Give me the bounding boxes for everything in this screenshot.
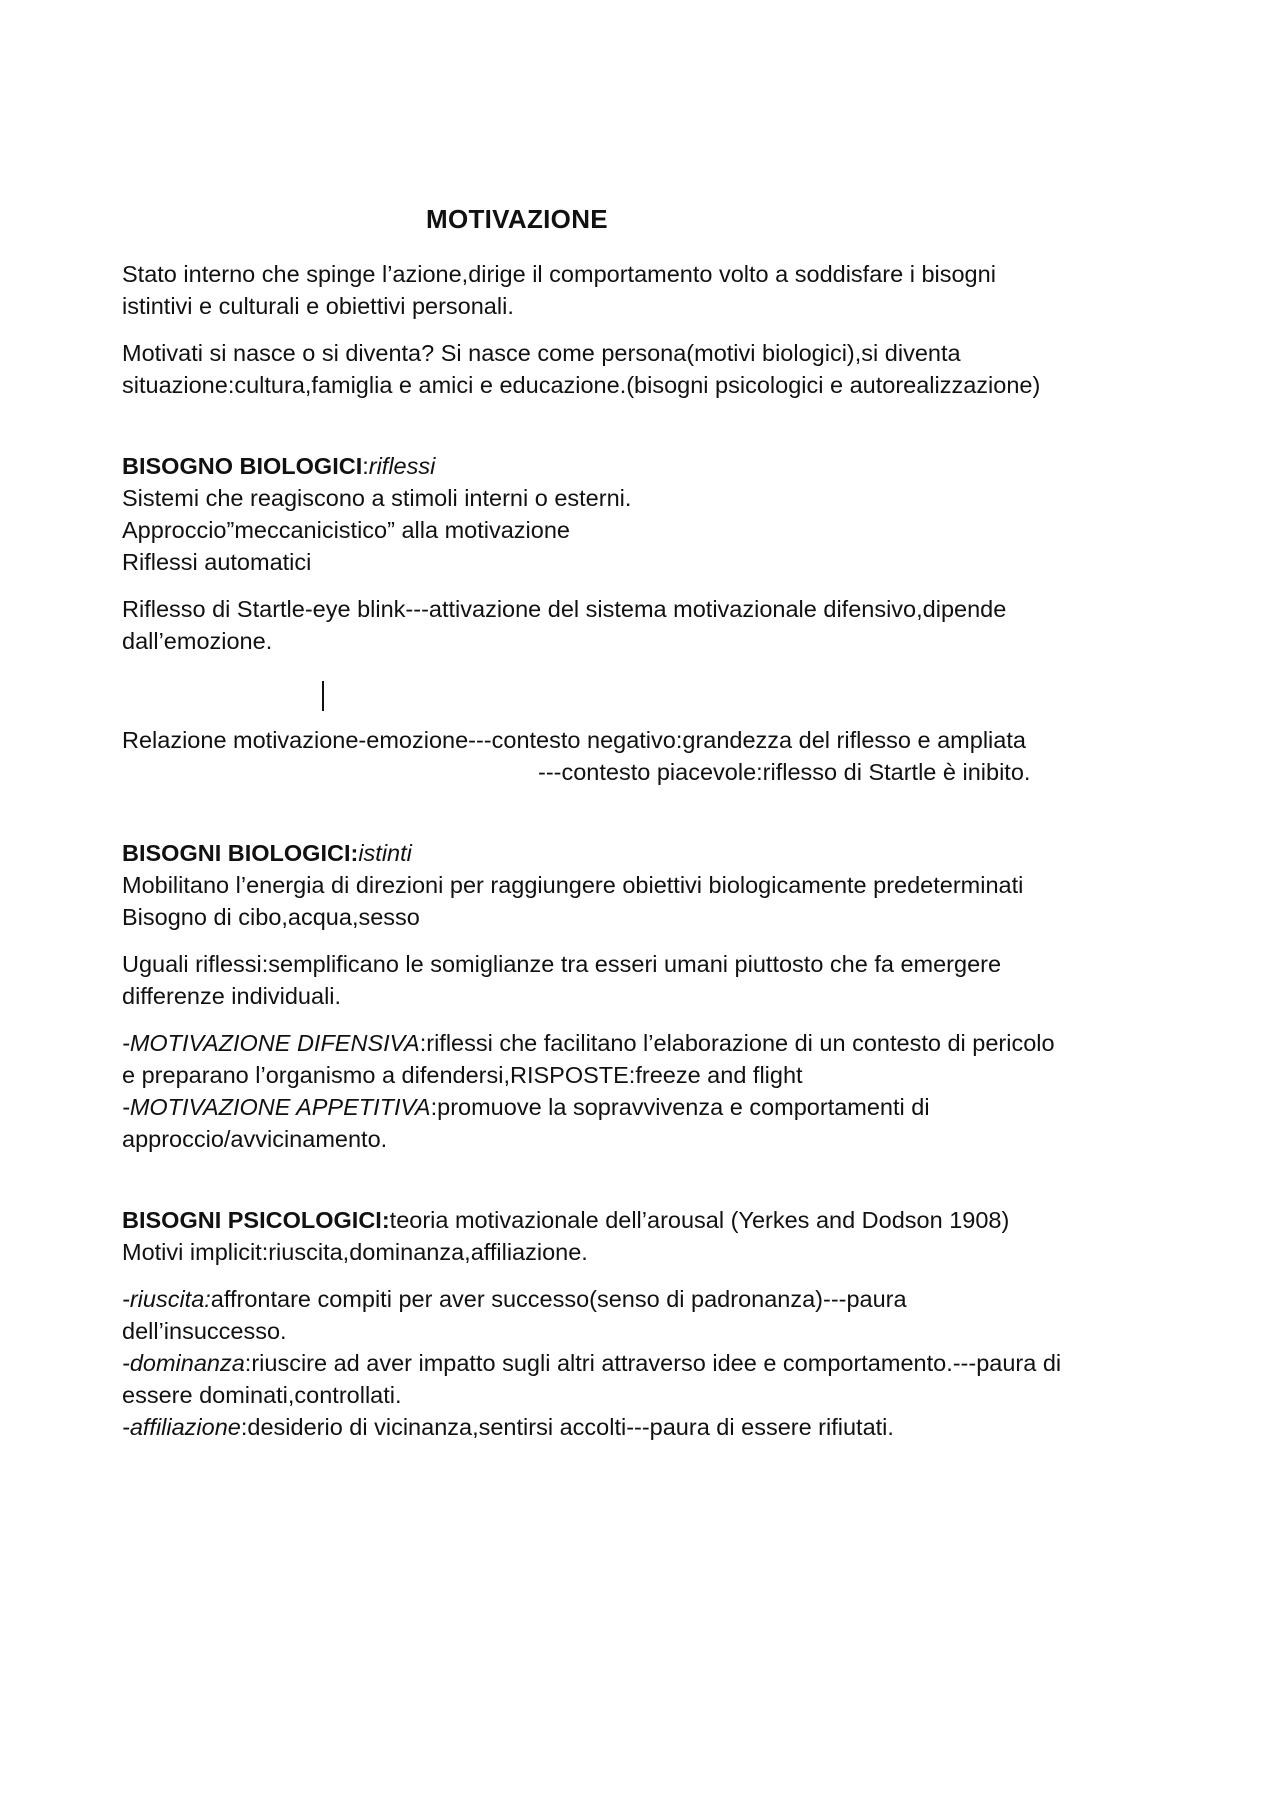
- dominanza-line-1: [122, 1347, 1061, 1379]
- affiliazione-line: [122, 1411, 894, 1443]
- section-heading-psicologici: [122, 1204, 1009, 1236]
- difensiva-label: -MOTIVAZIONE DIFENSIVA: [122, 1030, 420, 1056]
- riuscita-line-1: [122, 1283, 907, 1315]
- page-title: MOTIVAZIONE: [426, 204, 608, 234]
- heading-italic: riflessi: [368, 453, 436, 479]
- intro-line-1: Stato interno che spinge l’azione,dirige il comportamento volto a soddisfare i bisogni: [122, 261, 996, 287]
- riuscita-label: -riuscita:: [122, 1286, 211, 1312]
- question-line-2: situazione:cultura,famiglia e amici e educazione.(bisogni psicologici e autorealizzazione): [122, 372, 1041, 398]
- heading-bold: BISOGNI BIOLOGICI:: [122, 840, 359, 866]
- dominanza-line-2: essere dominati,controllati.: [122, 1382, 402, 1408]
- heading-rest: teoria motivazionale dell’arousal (Yerkes and Dodson 1908): [389, 1207, 1010, 1233]
- heading-colon: :: [362, 453, 369, 479]
- heading-bold: BISOGNO BIOLOGICI: [122, 453, 363, 479]
- question-line-1: Motivati si nasce o si diventa? Si nasce come persona(motivi biologici),si diventa: [122, 340, 961, 366]
- istinti-line-1: Mobilitano l’energia di direzioni per raggiungere obiettivi biologicamente predeterminati: [122, 872, 1024, 898]
- difensiva-text: :riflessi che facilitano l’elaborazione di un contesto di pericolo: [419, 1030, 1055, 1056]
- appetitiva-label: -MOTIVAZIONE APPETITIVA: [122, 1094, 431, 1120]
- appetitiva-text: :promuove la sopravvivenza e comportamenti di: [430, 1094, 930, 1120]
- dominanza-text: :riuscire ad aver impatto sugli altri attraverso idee e comportamento.---paura di: [244, 1350, 1062, 1376]
- affiliazione-label: -affiliazione: [122, 1414, 241, 1440]
- riflessi-line-2: Approccio”meccanicistico” alla motivazione: [122, 517, 570, 543]
- affiliazione-text: :desiderio di vicinanza,sentirsi accolti---paura di essere rifiutati.: [240, 1414, 894, 1440]
- uguali-line-2: differenze individuali.: [122, 983, 342, 1009]
- psicologici-line-1: Motivi implicit:riuscita,dominanza,affiliazione.: [122, 1239, 588, 1265]
- difensiva-line-2: e preparano l’organismo a difendersi,RISPOSTE:freeze and flight: [122, 1062, 803, 1088]
- riuscita-text: affrontare compiti per aver successo(senso di padronanza)---paura: [210, 1286, 907, 1312]
- startle-line-1: Riflesso di Startle-eye blink---attivazione del sistema motivazionale difensivo,dipende: [122, 596, 1007, 622]
- startle-line-2: dall’emozione.: [122, 628, 273, 654]
- relazione-line-2: ---contesto piacevole:riflesso di Startle è inibito.: [538, 759, 1031, 785]
- section-heading-istinti: [122, 837, 412, 869]
- difensiva-line-1: [122, 1027, 1055, 1059]
- riflessi-line-1: Sistemi che reagiscono a stimoli interni o esterni.: [122, 485, 632, 511]
- dominanza-label: -dominanza: [122, 1350, 245, 1376]
- heading-italic: istinti: [358, 840, 412, 866]
- appetitiva-line-2: approccio/avvicinamento.: [122, 1126, 388, 1152]
- riflessi-line-3: Riflessi automatici: [122, 549, 312, 575]
- riuscita-line-2: dell’insuccesso.: [122, 1318, 287, 1344]
- section-heading-riflessi: [122, 450, 435, 482]
- heading-bold: BISOGNI PSICOLOGICI:: [122, 1207, 390, 1233]
- uguali-line-1: Uguali riflessi:semplificano le somiglianze tra esseri umani piuttosto che fa emergere: [122, 951, 1002, 977]
- intro-line-2: istintivi e culturali e obiettivi personali.: [122, 293, 514, 319]
- relazione-line-1: Relazione motivazione-emozione---contesto negativo:grandezza del riflesso e ampliata: [122, 727, 1026, 753]
- istinti-line-2: Bisogno di cibo,acqua,sesso: [122, 904, 420, 930]
- text-cursor[interactable]: [322, 681, 324, 711]
- appetitiva-line-1: [122, 1091, 930, 1123]
